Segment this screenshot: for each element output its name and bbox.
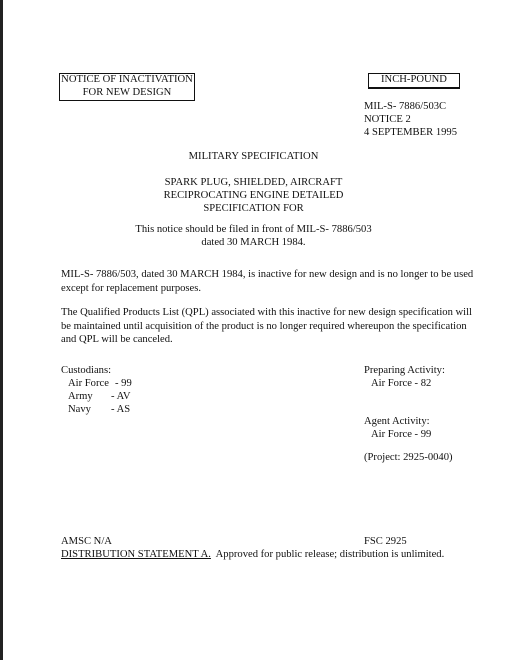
inactivation-notice-box	[59, 73, 195, 101]
agent-activity-heading: Agent Activity:	[364, 416, 430, 427]
doc-number: MIL-S- 7886/503C	[364, 101, 447, 112]
custodian-name: Army	[68, 391, 93, 402]
notice-date: 4 SEPTEMBER 1995	[364, 127, 458, 138]
distribution-text: Approved for public release; distribution is unlimited.	[210, 549, 445, 560]
title-line-3: SPECIFICATION FOR	[203, 203, 304, 214]
fsc-label: FSC 2925	[364, 536, 407, 547]
custodian-row	[68, 390, 93, 403]
filing-line-2: dated 30 MARCH 1984.	[201, 237, 306, 248]
filing-line-1: This notice should be filed in front of MIL-S- 7886/503	[135, 224, 372, 235]
notice-line-2: FOR NEW DESIGN	[82, 86, 172, 98]
title-line-2: RECIPROCATING ENGINE DETAILED	[163, 190, 344, 201]
preparing-activity-heading: Preparing Activity:	[364, 365, 445, 376]
notice-number: NOTICE 2	[364, 114, 411, 125]
body-paragraph-2: The Qualified Products List (QPL) associated with this inactive for new design specification will be maintained until acquisition of the product is no longer required whereupon the specification and QPL will be canceled.	[61, 307, 472, 345]
body-paragraph-1: MIL-S- 7886/503, dated 30 MARCH 1984, is inactive for new design and is no longer to be used except for replacement purposes.	[61, 269, 474, 294]
custodian-row	[68, 377, 109, 390]
distribution-label: DISTRIBUTION STATEMENT A.	[61, 549, 211, 560]
custodian-code: - 99	[115, 378, 132, 389]
notice-line-1: NOTICE OF INACTIVATION	[61, 74, 193, 85]
distribution-statement	[61, 548, 444, 561]
custodians-heading: Custodians:	[61, 365, 112, 376]
scan-edge	[0, 0, 3, 660]
custodian-row	[68, 403, 91, 416]
custodian-code: - AV	[111, 391, 131, 402]
inch-pound-box	[368, 73, 460, 89]
title-line-1: SPARK PLUG, SHIELDED, AIRCRAFT	[164, 177, 343, 188]
agent-activity-value: Air Force - 99	[371, 429, 432, 440]
spec-type: MILITARY SPECIFICATION	[188, 151, 319, 162]
project-number: (Project: 2925-0040)	[364, 452, 453, 463]
custodian-name: Air Force	[68, 378, 109, 389]
inch-pound-label: INCH-POUND	[381, 74, 447, 85]
custodian-code: - AS	[111, 404, 131, 415]
preparing-activity-value: Air Force - 82	[371, 378, 432, 389]
amsc-label: AMSC N/A	[61, 536, 112, 547]
custodian-name: Navy	[68, 404, 91, 415]
